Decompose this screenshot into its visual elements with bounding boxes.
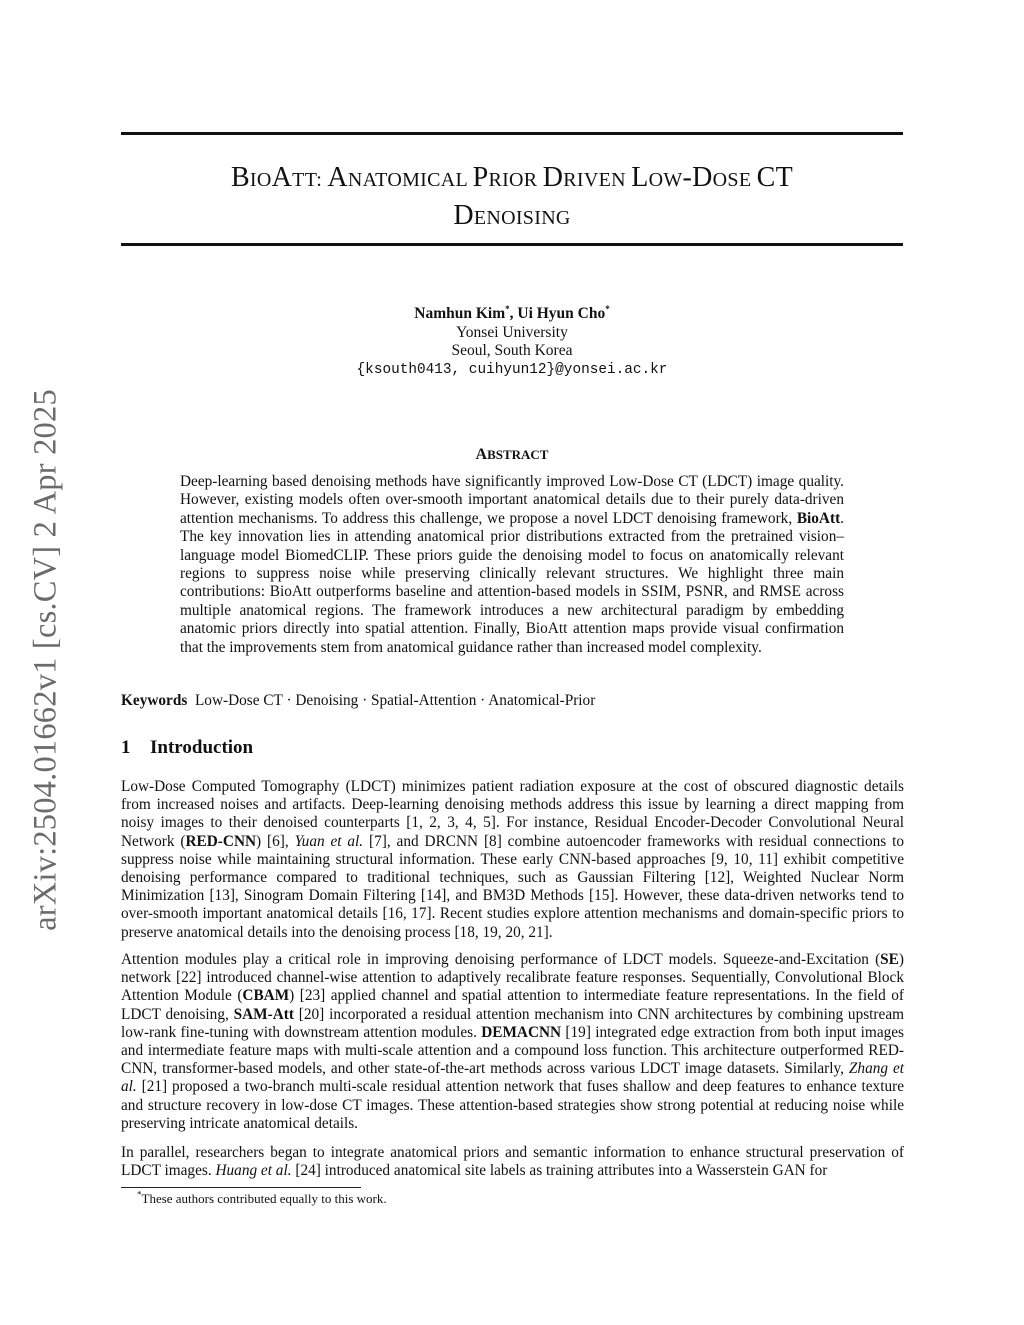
paragraph-text: ) [6], — [256, 832, 295, 850]
title-seg: A — [327, 162, 348, 193]
model-name: CBAM — [242, 987, 290, 1005]
author-emails[interactable]: {ksouth0413, cuihyun12}@yonsei.ac.kr — [356, 361, 668, 378]
title-bottom-rule — [121, 243, 903, 246]
paragraph-text: [7], and DRCNN [8] combine autoencoder frameworks with residual connections to suppress noise while maintaining structural information. These early CNN-based approaches [9, 10, 11] exhibit competitive denoising performance compared to traditional techniques, such as Gaussian Filtering [12], Weighted Nuclear Norm Minimization [13], Sinogram Domain Filtering [14], and BM3D Methods [15]. However, these data-driven networks tend to over-smooth important anatomical details [16, 17]. Recent studies explore attention mechanisms and domain-specific priors to preserve anatomical details into the denoising process [18, 19, 20, 21]. — [121, 832, 904, 941]
equal-contribution-mark: * — [505, 303, 510, 314]
title-seg: RIOR — [488, 169, 543, 191]
intro-paragraph-2 — [121, 951, 904, 1133]
citation-author: Yuan et al. — [294, 832, 364, 850]
abstract-heading — [121, 446, 903, 464]
author-name: Ui Hyun Cho — [517, 305, 606, 322]
footnote-text: These authors contributed equally to this work. — [141, 1191, 387, 1206]
section-heading-introduction — [121, 737, 253, 759]
intro-paragraph-1 — [121, 778, 904, 942]
model-name: SE — [880, 951, 899, 968]
section-title: Introduction — [150, 737, 254, 758]
paragraph-text: Attention modules play a critical role in improving denoising performance of LDCT models. Squeeze-and-Excitation ( — [121, 951, 881, 968]
paragraph-text: [21] proposed a two-branch multi-scale residual attention network that fuses shallow and deep features to enhance texture and structure recovery in low-dose CT images. These attention-based strategies show strong potential at reducing noise while preserving intricate anatomical details. — [121, 1078, 904, 1132]
keywords-line — [121, 692, 903, 710]
title-line-2 — [121, 198, 903, 236]
location: Seoul, South Korea — [451, 342, 573, 359]
title-seg: A — [271, 162, 293, 193]
author-separator: , — [509, 305, 518, 322]
title-seg: B — [230, 162, 250, 193]
abstract-heading-rest: BSTRACT — [487, 447, 549, 462]
title-seg: ENOISING — [473, 207, 571, 229]
footnote-mark: * — [137, 1189, 142, 1200]
title-seg: IO — [249, 169, 272, 191]
footnote-rule — [121, 1187, 361, 1188]
affiliation: Yonsei University — [456, 323, 568, 341]
title-seg: -D — [682, 162, 713, 193]
title-seg: RIVEN — [563, 169, 632, 191]
footnote — [137, 1191, 387, 1207]
abstract-text — [180, 473, 844, 657]
section-number: 1 — [121, 737, 131, 758]
paragraph-text: ) [23] applied channel and spatial attention to intermediate feature representations. In the field of LDCT denoising, — [121, 987, 904, 1023]
abstract-part: Deep-learning based denoising methods have significantly improved Low-Dose CT (LDCT) image quality. However, existing models often over-smooth important anatomical details due to their purely data-driven attention mechanisms. To address this challenge, we propose a novel LDCT denoising framework, — [180, 473, 844, 527]
paragraph-text: [24] introduced anatomical site labels as training attributes into a Wasserstein GAN for — [291, 1162, 828, 1180]
title-line-1 — [121, 160, 903, 198]
arxiv-sidebar-stamp — [0, 360, 80, 960]
paper-title — [121, 160, 903, 236]
title-seg: P — [472, 162, 489, 193]
keywords-label: Keywords — [121, 692, 188, 709]
abstract-method-name: BioAtt — [796, 509, 841, 527]
intro-paragraph-3 — [121, 1144, 904, 1180]
paragraph-text: Low-Dose Computed Tomography (LDCT) minimizes patient radiation exposure at the cost of obscured diagnostic details from increased noises and artifacts. Deep-learning denoising methods address this issue by learning a direct mapping from noisy images to their denoised counterparts [1, 2, 3, 4, 5]. For instance, Residual Encoder-Decoder Convolutional Neural Network ( — [121, 778, 904, 850]
author-names — [121, 305, 903, 324]
paragraph-text: ) network [22] introduced channel-wise attention to adaptively recalibrate feature responses. Sequentially, Convolutional Block Attention Module ( — [121, 951, 904, 1005]
title-seg: OSE — [712, 169, 757, 191]
title-seg: CT — [756, 162, 794, 193]
title-seg: D — [542, 162, 564, 193]
author-name: Namhun Kim — [414, 305, 506, 322]
paragraph-text: [20] incorporated a residual attention mechanism into CNN architectures by combining upstream low-rank fine-tuning with downstream attention modules. — [121, 1005, 905, 1041]
title-seg: D — [453, 200, 474, 231]
title-seg: TT: — [292, 169, 328, 191]
abstract-heading-initial: A — [475, 446, 488, 463]
model-name: RED-CNN — [185, 832, 257, 850]
model-name: SAM-Att — [233, 1005, 294, 1023]
author-block — [121, 305, 903, 379]
citation-author: Zhang et al. — [121, 1060, 905, 1096]
title-seg: NATOMICAL — [347, 169, 473, 191]
paragraph-text: In parallel, researchers began to integrate anatomical priors and semantic information to enhance structural preservation of LDCT images. — [121, 1144, 904, 1180]
title-seg: L — [631, 162, 649, 193]
keywords-list: Low-Dose CT · Denoising · Spatial-Attention · Anatomical-Prior — [194, 692, 596, 709]
paragraph-text: [19] integrated edge extraction from both input images and intermediate feature maps with multi-scale attention and a compound loss function. This architecture outperformed RED-CNN, transformer-based models, and other state-of-the-art methods across various LDCT image datasets. Similarly, — [121, 1023, 904, 1078]
title-top-rule — [121, 132, 903, 135]
title-seg: OW — [648, 169, 683, 191]
equal-contribution-mark: * — [605, 303, 610, 314]
arxiv-identifier: arXiv:2504.01662v1 [cs.CV] 2 Apr 2025 — [27, 389, 64, 931]
citation-author: Huang et al. — [215, 1162, 292, 1180]
abstract-part: . The key innovation lies in attending anatomical prior distributions extracted from the pretrained vision–language model BiomedCLIP. These priors guide the denoising model to focus on anatomically relevant regions to suppress noise while preserving clinically relevant structures. We highlight three main contributions: BioAtt outperforms baseline and attention-based models in SSIM, PSNR, and RMSE across multiple anatomical regions. The framework introduces a new architectural paradigm by embedding anatomic priors directly into spatial attention. Finally, BioAtt attention maps provide visual confirmation that the improvements stem from anatomical guidance rather than increased model complexity. — [180, 509, 844, 656]
model-name: DEMACNN — [481, 1023, 562, 1041]
